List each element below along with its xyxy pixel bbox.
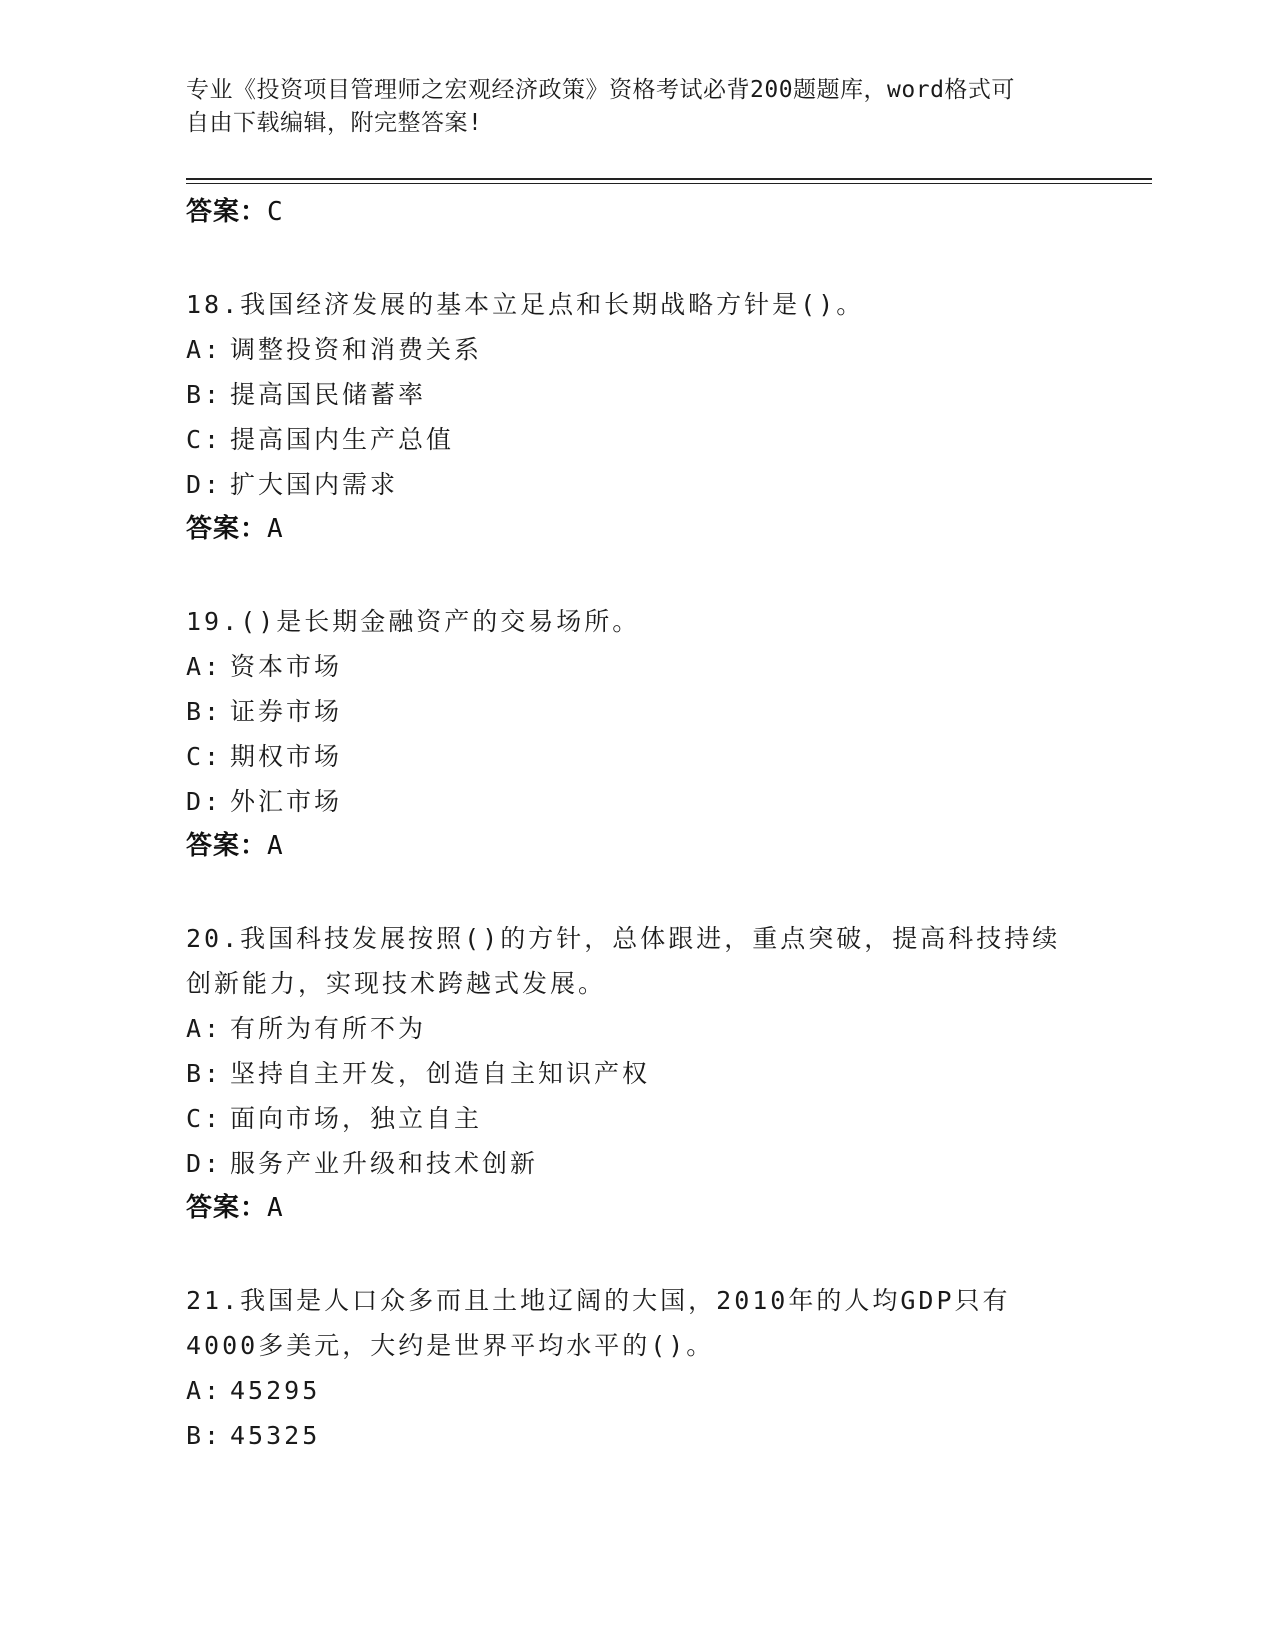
question-text-line-1: 20.我国科技发展按照()的方针，总体跟进，重点突破，提高科技持续 [186, 924, 1061, 953]
option-text: 提高国内生产总值 [230, 425, 455, 454]
option-c [186, 734, 1086, 779]
option-text: 提高国民储蓄率 [230, 380, 427, 409]
option-key: C: [186, 1104, 223, 1133]
answer-label: 答案： [186, 197, 268, 227]
option-text: 证券市场 [230, 697, 343, 726]
option-text: 期权市场 [230, 742, 343, 771]
option-key: A: [186, 1376, 223, 1405]
option-text: 有所为有所不为 [230, 1014, 427, 1043]
answer-value: C [267, 197, 284, 227]
option-key: C: [186, 425, 223, 454]
answer-value: A [267, 1193, 284, 1223]
option-key: A: [186, 1014, 223, 1043]
answer-value: A [267, 514, 284, 544]
spacer [186, 551, 1086, 599]
question-text-line-2: 创新能力，实现技术跨越式发展。 [186, 969, 607, 998]
option-b [186, 1413, 1086, 1458]
option-text: 服务产业升级和技术创新 [230, 1149, 539, 1178]
option-key: D: [186, 470, 223, 499]
option-c [186, 417, 1086, 462]
answer-line [186, 1186, 1086, 1230]
option-key: A: [186, 652, 223, 681]
option-text: 资本市场 [230, 652, 343, 681]
option-text: 45325 [230, 1421, 321, 1450]
question-text: 19.()是长期金融资产的交易场所。 [186, 607, 641, 636]
answer-label: 答案： [186, 831, 268, 861]
answer-line [186, 190, 1086, 234]
option-text: 扩大国内需求 [230, 470, 399, 499]
option-b [186, 689, 1086, 734]
answer-label: 答案： [186, 514, 268, 544]
option-key: C: [186, 742, 223, 771]
option-a [186, 1006, 1086, 1051]
option-d [186, 779, 1086, 824]
option-b [186, 372, 1086, 417]
option-a [186, 327, 1086, 372]
spacer [186, 1230, 1086, 1278]
option-a [186, 1368, 1086, 1413]
option-text: 外汇市场 [230, 787, 343, 816]
option-key: D: [186, 1149, 223, 1178]
option-b [186, 1051, 1086, 1096]
spacer [186, 234, 1086, 282]
option-text: 45295 [230, 1376, 321, 1405]
header-rule [186, 178, 1152, 180]
answer-line [186, 507, 1086, 551]
answer-line [186, 824, 1086, 868]
option-key: B: [186, 1421, 223, 1450]
option-key: B: [186, 380, 223, 409]
option-d [186, 462, 1086, 507]
question-list [186, 190, 1086, 1458]
header-line-2: 自由下载编辑，附完整答案! [186, 110, 483, 136]
option-text: 面向市场，独立自主 [230, 1104, 483, 1133]
spacer [186, 868, 1086, 916]
option-key: B: [186, 697, 223, 726]
option-text: 坚持自主开发，创造自主知识产权 [230, 1059, 651, 1088]
answer-value: A [267, 831, 284, 861]
document-header [186, 74, 1066, 140]
header-rule-thin [186, 183, 1152, 184]
question-text-line-2: 4000多美元，大约是世界平均水平的()。 [186, 1331, 715, 1360]
option-a [186, 644, 1086, 689]
option-key: A: [186, 335, 223, 364]
question-text-line-1: 21.我国是人口众多而且土地辽阔的大国，2010年的人均GDP只有 [186, 1286, 1011, 1315]
option-d [186, 1141, 1086, 1186]
option-text: 调整投资和消费关系 [230, 335, 483, 364]
question-text: 18.我国经济发展的基本立足点和长期战略方针是()。 [186, 290, 865, 319]
option-c [186, 1096, 1086, 1141]
option-key: D: [186, 787, 223, 816]
answer-label: 答案： [186, 1193, 268, 1223]
header-line-1: 专业《投资项目管理师之宏观经济政策》资格考试必背200题题库，word格式可 [186, 77, 1015, 103]
option-key: B: [186, 1059, 223, 1088]
